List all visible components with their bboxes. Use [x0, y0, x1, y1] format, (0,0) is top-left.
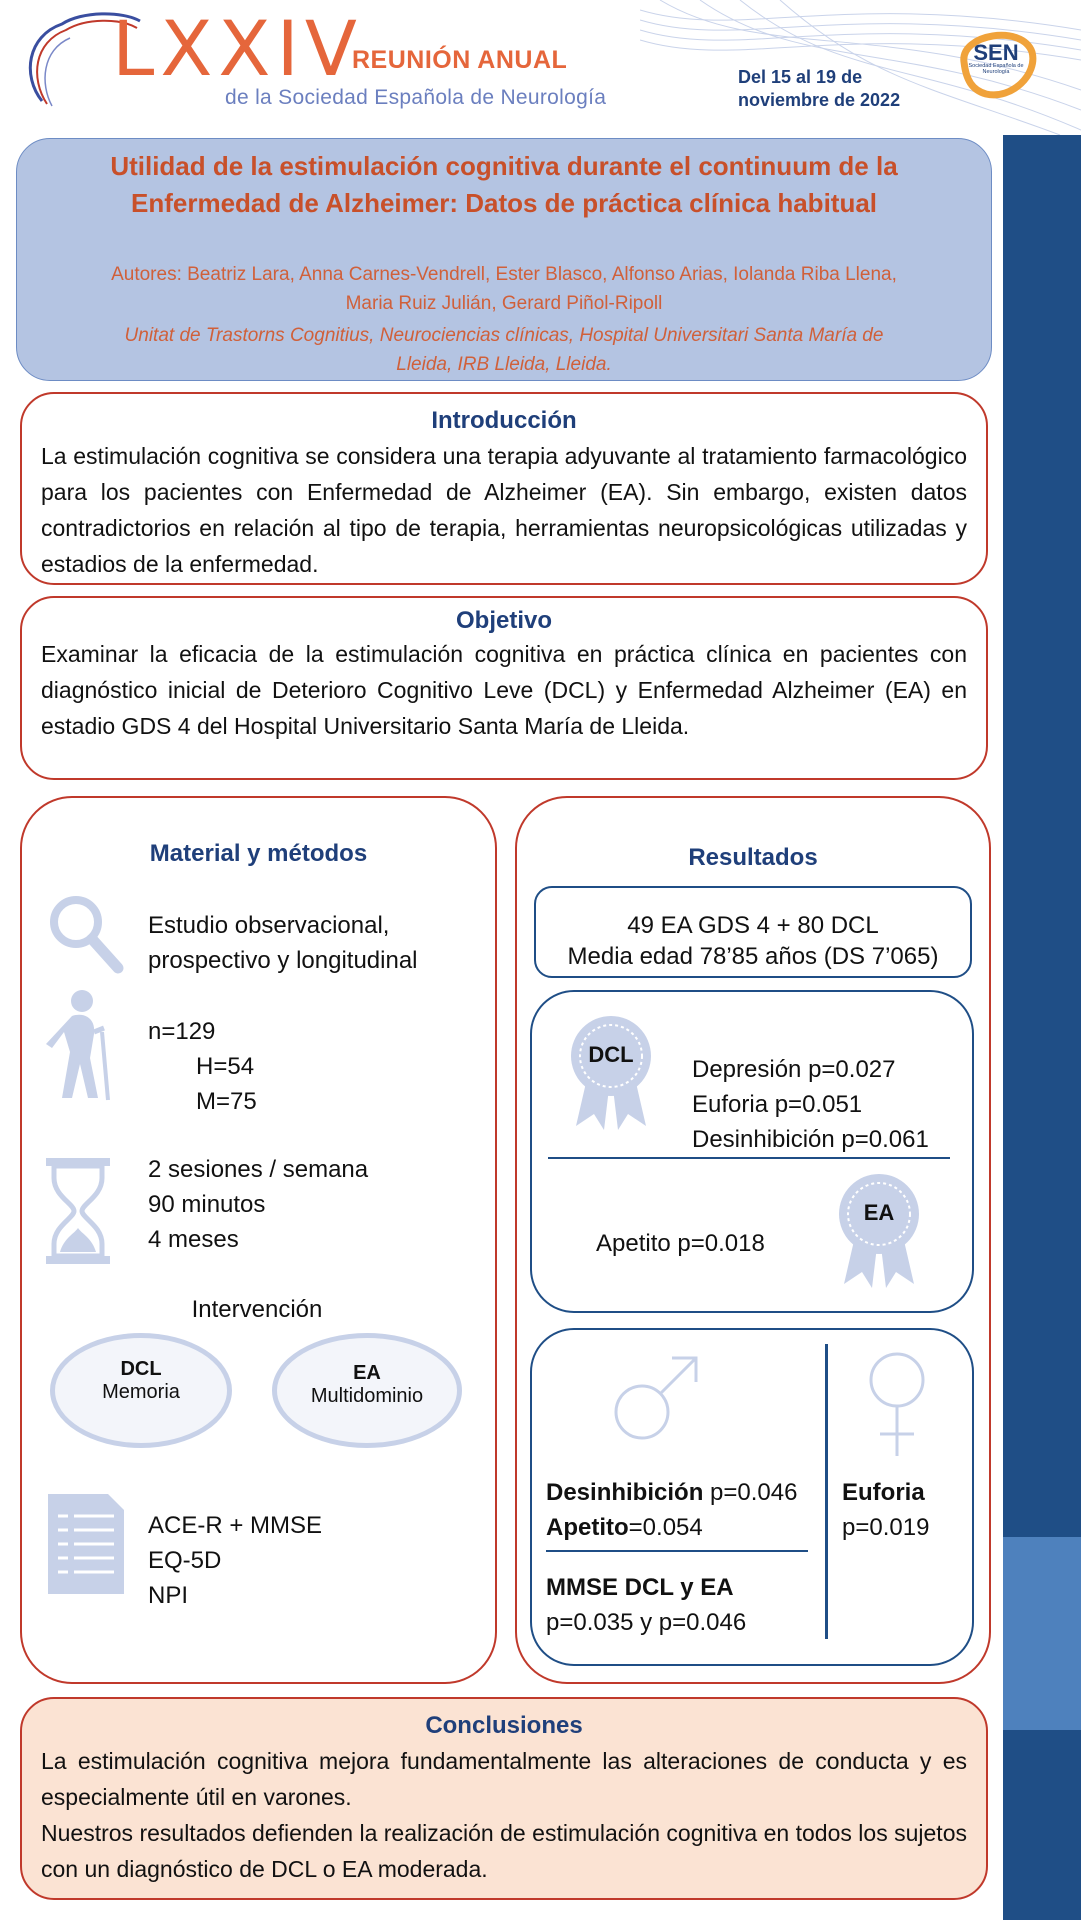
intervention-ea-title: EA: [353, 1362, 381, 1384]
results-heading: Resultados: [688, 844, 818, 871]
minutes: 90 minutos: [148, 1191, 266, 1218]
results-section: [515, 796, 991, 1684]
female-results: [842, 1475, 929, 1545]
tool-npi: NPI: [148, 1582, 189, 1609]
female-euforia-value: p=0.019: [842, 1514, 930, 1541]
conclusion-paragraph1: La estimulación cognitiva mejora fundamentalmente las alteraciones de conducta y es especialmente útil en varones.: [41, 1748, 967, 1810]
duration: 4 meses: [148, 1226, 239, 1253]
dcl-badge-label: DCL: [588, 1042, 634, 1067]
affiliation-line1: Unitat de Trastorns Cognitius, Neurociencias clínicas, Hospital Universitari Santa María de: [124, 325, 884, 346]
intervention-dcl-title: DCL: [120, 1358, 162, 1380]
results-by-diagnosis: [530, 990, 974, 1313]
methods-heading: Material y métodos: [149, 840, 368, 867]
n-men: H=54: [196, 1053, 255, 1080]
ea-badge-label: EA: [863, 1200, 895, 1225]
authors-line1: Autores: Beatriz Lara, Anna Carnes-Vendrell, Ester Blasco, Alfonso Arias, Iolanda Riba Llena,: [111, 264, 897, 285]
mmse-value: p=0.035 y p=0.046: [546, 1609, 747, 1636]
study-line1: Estudio observacional,: [148, 912, 390, 939]
dcl-desinhibicion: Desinhibición p=0.061: [692, 1126, 929, 1153]
checklist-icon: [48, 1494, 124, 1594]
title-line2: Enfermedad de Alzheimer: Datos de práctica clínica habitual: [130, 188, 878, 218]
n-total: n=129: [148, 1018, 216, 1045]
intervention-ea-type: Multidominio: [310, 1385, 424, 1407]
objective-heading: Objetivo: [455, 607, 552, 634]
authors-line2: Maria Ruiz Julián, Gerard Piñol-Ripoll: [345, 293, 663, 314]
dcl-award-ribbon-icon: [566, 1014, 656, 1130]
conclusions-text: [41, 1743, 967, 1887]
methods-section: [20, 796, 497, 1684]
affiliation: [40, 321, 968, 379]
sessions: 2 sesiones / semana: [148, 1156, 369, 1183]
intervention-dcl-type: Memoria: [102, 1381, 180, 1403]
poster-title: [40, 148, 968, 222]
introduction-section: [20, 392, 988, 585]
conclusion-paragraph2: Nuestros resultados defienden la realización de estimulación cognitiva en todos los sujetos con un diagnóstico de DCL o EA moderada.: [41, 1820, 967, 1882]
sample-size: [148, 1014, 257, 1119]
dates-line2: noviembre de 2022: [738, 90, 901, 110]
affiliation-line2: Lleida, IRB Lleida, Lleida.: [396, 354, 612, 375]
male-apetito-value: =0.054: [628, 1514, 703, 1541]
dcl-results: [692, 1052, 929, 1157]
authors: [40, 260, 968, 318]
summary-line2: Media edad 78’85 años (DS 7’065): [567, 943, 939, 970]
male-desinhibicion-value: p=0.046: [703, 1479, 798, 1506]
introduction-text: La estimulación cognitiva se considera una terapia adyuvante al tratamiento farmacológico para los pacientes con Enfermedad de Alzheimer (EA). Sin embargo, existen datos contradictorios en relación al tipo de terapia, herramientas neuropsicológicas utilizadas y estadios de la enfermedad.: [41, 443, 967, 577]
header-banner: [0, 0, 1081, 135]
results-summary: [534, 886, 972, 978]
results-by-sex: [530, 1328, 974, 1666]
introduction-heading: Introducción: [431, 407, 577, 434]
dates-line1: Del 15 al 19 de: [738, 67, 863, 87]
objective-text: Examinar la eficacia de la estimulación cognitiva en práctica clínica en pacientes con diagnóstico inicial de Deterioro Cognitivo Leve (DCL) y Enfermedad Alzheimer (EA) en estadio GDS 4 del Hospital Universitario Santa María de Lleida.: [41, 641, 967, 739]
dcl-depresion: Depresión p=0.027: [692, 1056, 896, 1083]
female-euforia-label: Euforia: [842, 1479, 925, 1506]
ea-award-ribbon-icon: [834, 1172, 924, 1288]
tool-eq5d: EQ-5D: [148, 1547, 222, 1574]
male-results: [546, 1475, 797, 1545]
title-line1: Utilidad de la estimulación cognitiva durante el continuum de la: [110, 151, 898, 181]
study-line2: prospectivo y longitudinal: [148, 947, 418, 974]
n-women: M=75: [196, 1088, 257, 1115]
mmse-results: [546, 1570, 746, 1640]
mmse-label: MMSE DCL y EA: [546, 1574, 734, 1601]
intervention-dcl: [50, 1333, 232, 1448]
intervention-label: Intervención: [191, 1296, 323, 1323]
assessment-tools: [148, 1508, 322, 1613]
sen-logo-text: SEN: [973, 40, 1019, 65]
conclusions-heading: Conclusiones: [425, 1712, 583, 1739]
study-design: [148, 908, 418, 978]
objective-section: [20, 596, 988, 780]
male-divider: [546, 1550, 808, 1552]
intervention-ea: [272, 1333, 462, 1448]
male-apetito-label: Apetito: [546, 1514, 629, 1541]
meeting-label: REUNIÓN ANUAL: [352, 46, 568, 74]
event-dates: [738, 66, 900, 112]
edition-number: LXXIV: [112, 4, 363, 93]
side-decoration-accent: [1003, 1537, 1081, 1730]
conclusions-section: [20, 1697, 988, 1900]
summary-line1: 49 EA GDS 4 + 80 DCL: [627, 912, 879, 939]
ea-apetito: Apetito p=0.018: [596, 1230, 765, 1257]
female-symbol-icon: [862, 1350, 932, 1460]
sex-divider: [825, 1344, 828, 1639]
tool-ace-mmse: ACE-R + MMSE: [148, 1512, 323, 1539]
magnifier-icon: [46, 892, 124, 974]
sen-logo-subtitle: Sociedad Española de Neurología: [968, 63, 1024, 75]
dcl-euforia: Euforia p=0.051: [692, 1091, 863, 1118]
society-name: de la Sociedad Española de Neurología: [225, 86, 607, 109]
elderly-walker-icon: [44, 988, 124, 1103]
male-symbol-icon: [612, 1352, 702, 1442]
male-desinhibicion-label: Desinhibición: [546, 1479, 704, 1506]
schedule: [148, 1152, 368, 1257]
results-divider: [548, 1157, 950, 1159]
hourglass-icon: [46, 1158, 110, 1264]
